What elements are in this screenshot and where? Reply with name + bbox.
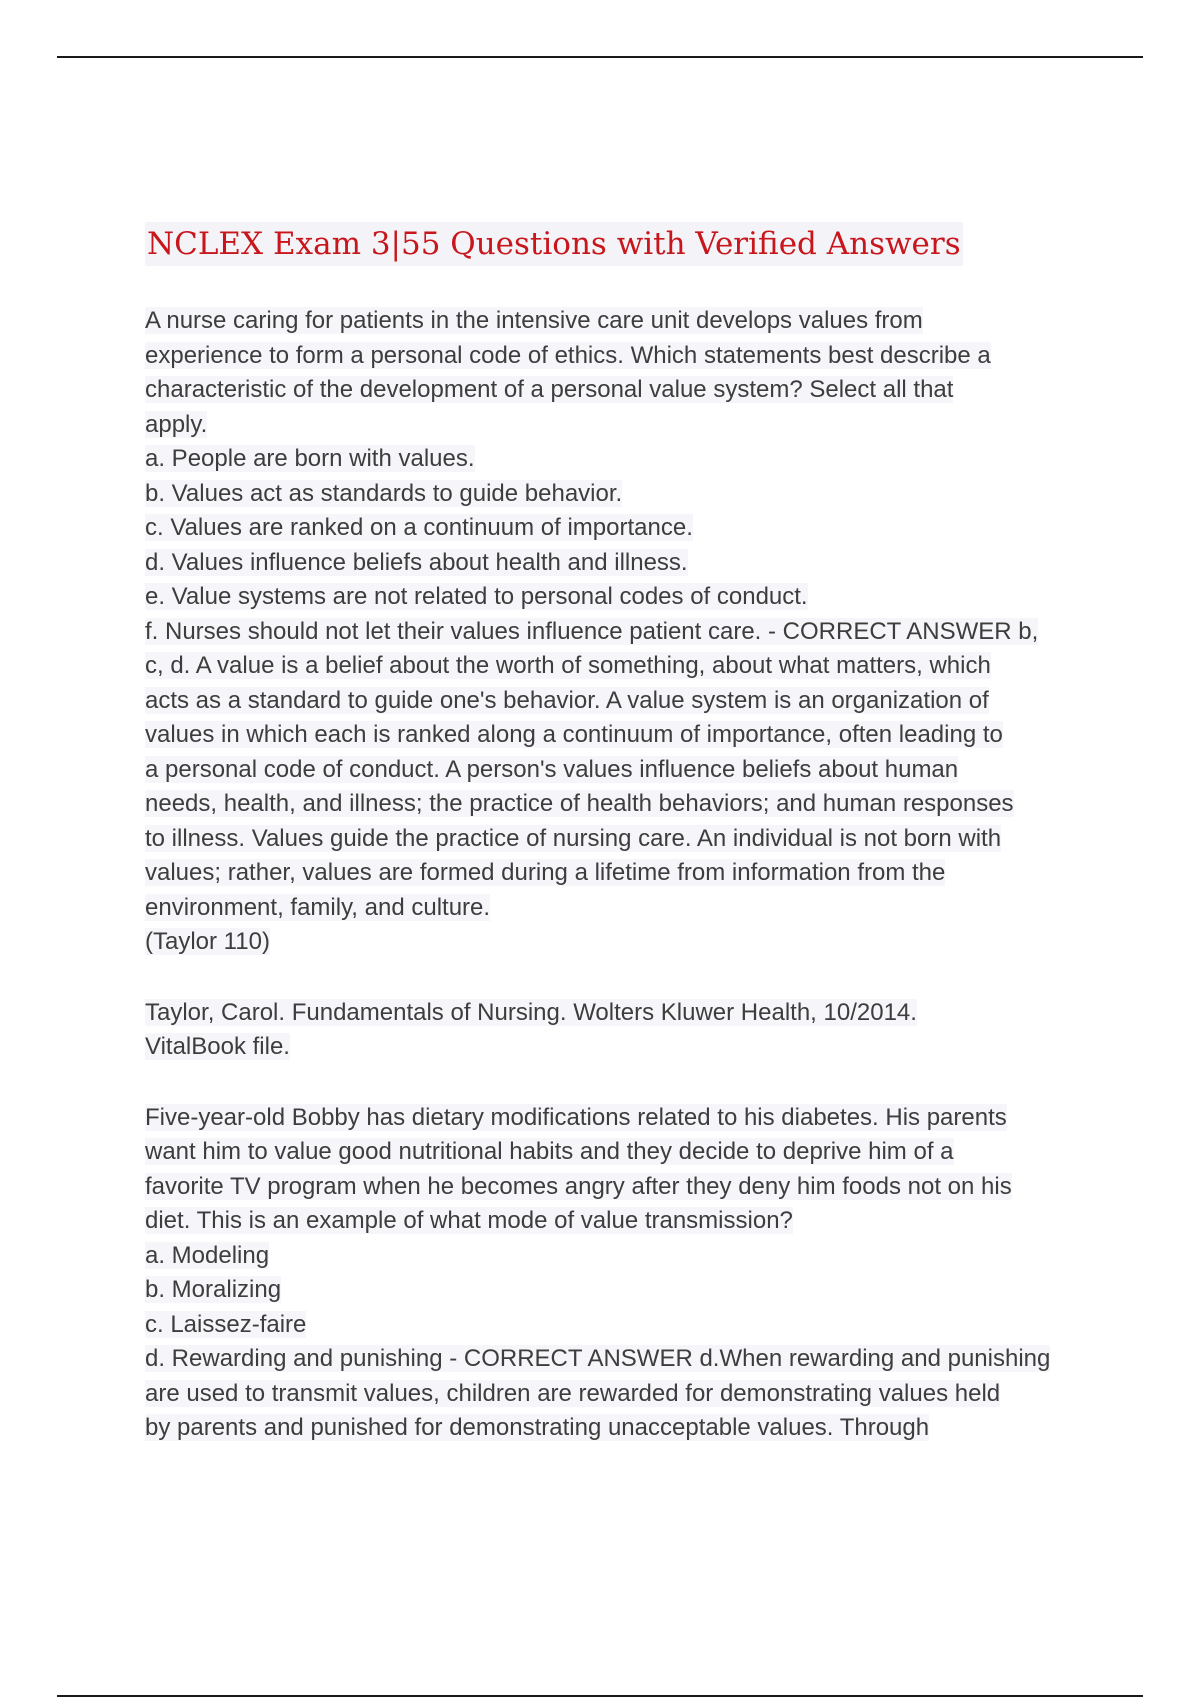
footer-rule: [57, 1695, 1143, 1697]
citation-line: Taylor, Carol. Fundamentals of Nursing. Wolters Kluwer Health, 10/2014.: [145, 998, 917, 1026]
option-d-answer: d. Rewarding and punishing - CORRECT ANSWER d.When rewarding and punishing: [145, 1345, 1051, 1372]
answer-reference: (Taylor 110): [145, 928, 270, 955]
answer-rationale-line: environment, family, and culture.: [145, 893, 491, 921]
option-c: c. Laissez-faire: [145, 1310, 307, 1338]
citation-line: VitalBook file.: [145, 1033, 290, 1060]
paragraph-gap: [145, 960, 1095, 996]
answer-rationale-line: values; rather, values are formed during a lifetime from information from the: [145, 859, 946, 886]
question-2: [145, 1101, 1095, 1446]
question-1-line: characteristic of the development of a personal value system? Select all that: [145, 376, 954, 403]
answer-rationale-line: values in which each is ranked along a continuum of importance, often leading to: [145, 721, 1003, 748]
option-a: a. Modeling: [145, 1241, 270, 1269]
question-1-line: experience to form a personal code of ethics. Which statements best describe a: [145, 341, 991, 369]
answer-rationale-line: to illness. Values guide the practice of nursing care. An individual is not born with: [145, 824, 1002, 852]
paragraph-gap: [145, 1065, 1095, 1101]
option-a: a. People are born with values.: [145, 445, 475, 472]
answer-rationale-line: a personal code of conduct. A person's values influence beliefs about human: [145, 755, 959, 783]
document-title: NCLEX Exam 3|55 Questions with Verified Answers: [145, 222, 963, 266]
option-b: b. Values act as standards to guide behavior.: [145, 479, 623, 507]
answer-rationale-line: needs, health, and illness; the practice of health behaviors; and human responses: [145, 790, 1014, 817]
question-1: [145, 304, 1095, 960]
question-1-line: A nurse caring for patients in the intensive care unit develops values from: [145, 307, 923, 334]
question-2-line: want him to value good nutritional habits and they decide to deprive him of a: [145, 1138, 954, 1165]
answer-rationale-line: by parents and punished for demonstrating unacceptable values. Through: [145, 1414, 930, 1441]
option-b: b. Moralizing: [145, 1276, 282, 1303]
question-2-line: diet. This is an example of what mode of value transmission?: [145, 1207, 793, 1234]
option-f-answer: f. Nurses should not let their values influence patient care. - CORRECT ANSWER b,: [145, 617, 1039, 645]
question-2-line: favorite TV program when he becomes angry after they deny him foods not on his: [145, 1172, 1012, 1200]
answer-rationale-line: are used to transmit values, children are rewarded for demonstrating values held: [145, 1379, 1001, 1407]
option-d: d. Values influence beliefs about health and illness.: [145, 548, 688, 576]
header-rule: [57, 56, 1143, 58]
citation: [145, 996, 1095, 1065]
answer-rationale-line: c, d. A value is a belief about the worth of something, about what matters, which: [145, 652, 991, 679]
answer-rationale-line: acts as a standard to guide one's behavior. A value system is an organization of: [145, 686, 989, 714]
question-2-line: Five-year-old Bobby has dietary modifications related to his diabetes. His parents: [145, 1103, 1007, 1131]
document-body: [145, 222, 1095, 1446]
option-c: c. Values are ranked on a continuum of importance.: [145, 514, 693, 541]
option-e: e. Value systems are not related to personal codes of conduct.: [145, 583, 808, 610]
question-1-line: apply.: [145, 410, 208, 438]
